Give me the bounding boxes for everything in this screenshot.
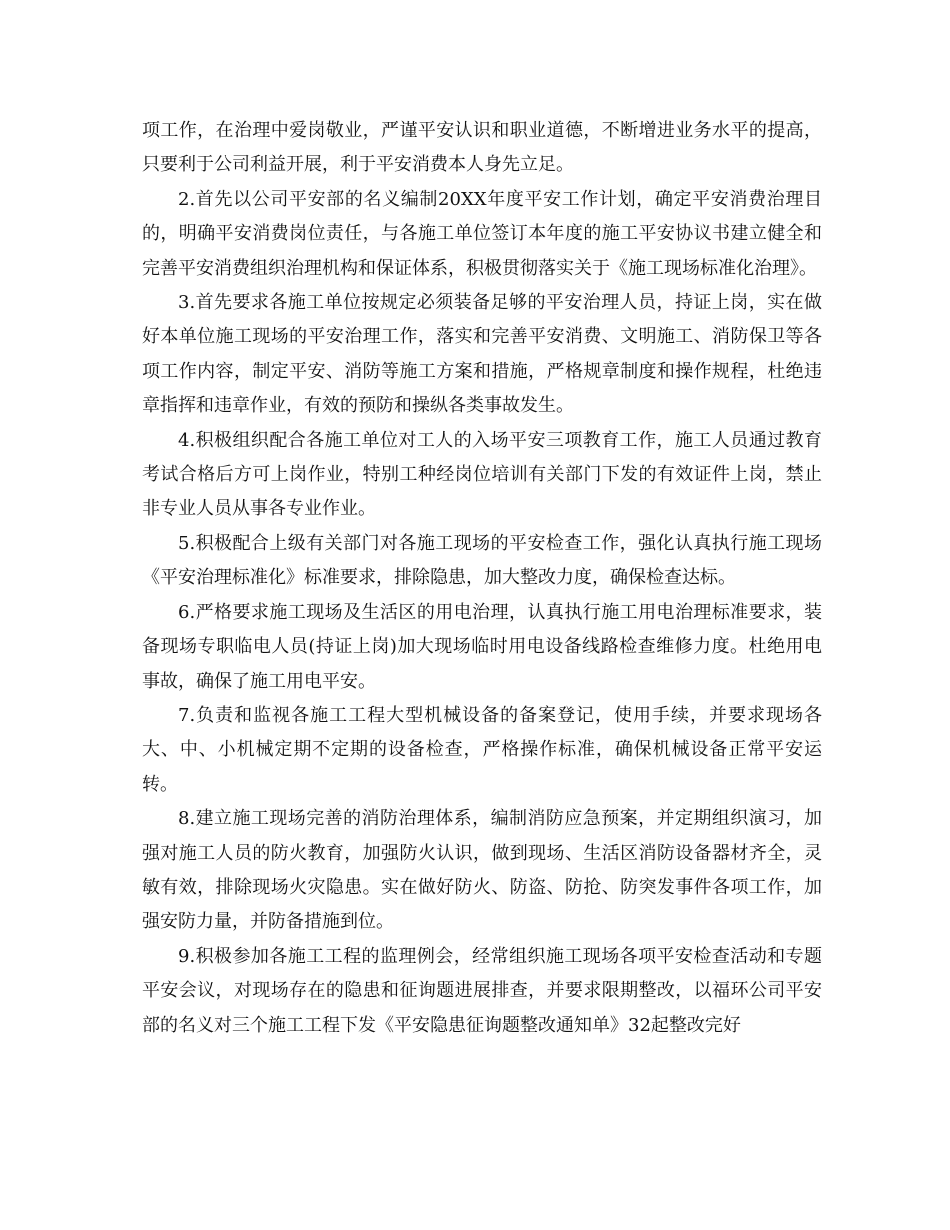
- paragraph-8: 8.建立施工现场完善的消防治理体系，编制消防应急预案，并定期组织演习，加强对施工人员的防火教育，加强防火认识，做到现场、生活区消防设备器材齐全，灵敏有效，排除现场火灾隐患。实在做好防火、防盗、防抢、防突发事件各项工作，加强安防力量，并防备措施到位。: [142, 808, 822, 933]
- paragraph-4: 4.积极组织配合各施工单位对工人的入场平安三项教育工作，施工人员通过教育考试合格后方可上岗作业，特别工种经岗位培训有关部门下发的有效证件上岗，禁止非专业人员从事各专业作业。: [142, 429, 822, 520]
- paragraph-6: 6.严格要求施工现场及生活区的用电治理，认真执行施工用电治理标准要求，装备现场专职临电人员(持证上岗)加大现场临时用电设备线路检查维修力度。杜绝用电事故，确保了施工用电平安。: [142, 601, 822, 692]
- paragraph-9: 9.积极参加各施工工程的监理例会，经常组织施工现场各项平安检查活动和专题平安会议，对现场存在的隐患和征询题进展排查，并要求限期整改，以福环公司平安部的名义对三个施工工程下发《平安隐患征询题整改通知单》32起整改完好: [142, 945, 822, 1036]
- paragraph-7: 7.负责和监视各施工工程大型机械设备的备案登记，使用手续，并要求现场各大、中、小机械定期不定期的设备检查，严格操作标准，确保机械设备正常平安运转。: [142, 704, 822, 795]
- document-body: [142, 114, 822, 1043]
- paragraph-2: 2.首先以公司平安部的名义编制20XX年度平安工作计划，确定平安消费治理目的，明确平安消费岗位责任，与各施工单位签订本年度的施工平安协议书建立健全和完善平安消费组织治理机构和保证体系，积极贯彻落实关于《施工现场标准化治理》。: [142, 188, 822, 279]
- paragraph-3: 3.首先要求各施工单位按规定必须装备足够的平安治理人员，持证上岗，实在做好本单位施工现场的平安治理工作，落实和完善平安消费、文明施工、消防保卫等各项工作内容，制定平安、消防等施工方案和措施，严格规章制度和操作规程，杜绝违章指挥和违章作业，有效的预防和操纵各类事故发生。: [142, 292, 822, 417]
- paragraph-5: 5.积极配合上级有关部门对各施工现场的平安检查工作，强化认真执行施工现场《平安治理标准化》标准要求，排除隐患，加大整改力度，确保检查达标。: [142, 532, 822, 589]
- paragraph-1: 项工作，在治理中爱岗敬业，严谨平安认识和职业道德，不断增进业务水平的提高，只要利于公司利益开展，利于平安消费本人身先立足。: [142, 120, 822, 176]
